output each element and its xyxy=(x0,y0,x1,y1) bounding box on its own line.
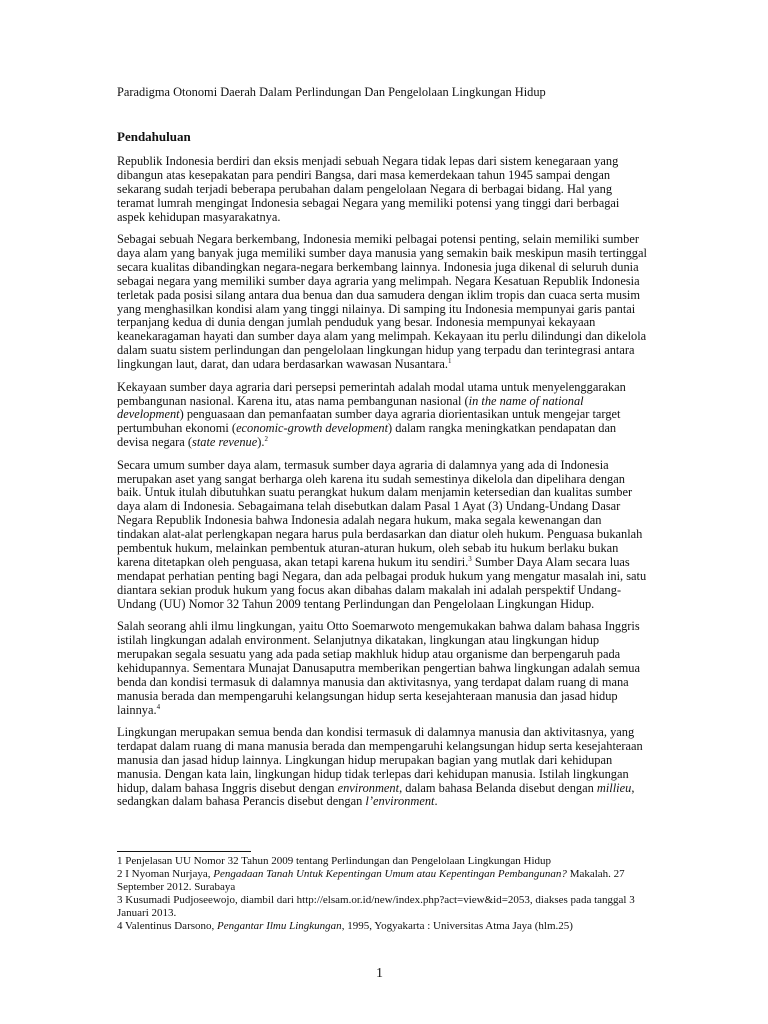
footnote-ref: 4 xyxy=(156,702,161,711)
text-run: , dalam bahasa Belanda disebut dengan xyxy=(399,780,597,795)
text-run: ) penguasaan dan pemanfaatan sumber daya agraria diorientasikan untuk mengejar target pertumbuhan ekonomi ( xyxy=(117,407,621,436)
footnote xyxy=(117,894,647,920)
paragraph xyxy=(117,381,647,451)
footnote-separator xyxy=(117,851,251,852)
text-run: Makalah. 27 September 2012. Surabaya xyxy=(117,868,625,893)
page-number: 1 xyxy=(376,966,383,981)
footnote-ref: 2 xyxy=(264,435,268,444)
footnote xyxy=(117,855,647,868)
text-run: Sebagai sebuah Negara berkembang, Indonesia memiki pelbagai potensi penting, selain memiliki sumber daya alam yang banyak juga memiliki sumber daya manusia yang semakin baik meskipun masih tertinggal secara kualitas dibandingkan negara-negara berkembang lainnya. Indonesia juga dikenal di seluruh dunia sebagai negara yang memiliki sumber daya agraria yang melimpah. Negara Kesatuan Republik Indonesia terletak pada posisi silang antara dua benua dan dua samudera dengan iklim tropis dan cuaca serta musim yang menghasilkan kondisi alam yang tinggi nilainya. Di samping itu Indonesia mempunyai garis pantai terpanjang kedua di dunia dengan jumlah penduduk yang besar. Indonesia mempunyai kekayaan keanekaragaman hayati dan sumber daya alam yang melimpah. Kekayaan itu perlu dilindungi dan dikelola dalam suatu sistem perlindungan dan pengelolaan lingkungan hidup yang terpadu dan terintegrasi antara lingkungan laut, darat, dan udara berdasarkan wawasan Nusantara. xyxy=(117,232,647,372)
footnotes xyxy=(117,855,647,933)
paragraph xyxy=(117,459,647,612)
italic-text: state revenue xyxy=(192,435,258,450)
text-run: 2 I Nyoman Nurjaya, xyxy=(117,868,214,880)
text-run: Salah seorang ahli ilmu lingkungan, yaitu Otto Soemarwoto mengemukakan bahwa dalam bahasa Inggris istilah lingkungan adalah environment. Selanjutnya dikatakan, lingkungan atau lingkungan hidup merupakan segala sesuatu yang ada pada setiap makhluk hidup atau organisme dan berpengaruh pada kehidupannya. Sementara Munajat Danusaputra memberikan pengertian bahwa lingkungan adalah semua benda dan kondisi termasuk di dalamnya manusia dan aktivitasnya, yang terdapat dalam ruang di mana manusia berada dan mempengaruhi kelangsungan hidup serta kesejahteraan manusia dan jasad hidup lainnya. xyxy=(117,619,640,717)
paragraph xyxy=(117,233,647,372)
text-run: Lingkungan merupakan semua benda dan kondisi termasuk di dalamnya manusia dan aktivitasnya, yang terdapat dalam ruang di mana manusia berada dan mempengaruhi kelangsungan hidup serta kesejahteraan manusia dan jasad hidup lainnya. Lingkungan hidup merupakan bagian yang mutlak dari kehidupan manusia. Dengan kata lain, lingkungan hidup tidak terlepas dari kehidupan manusia. Istilah lingkungan hidup, dalam bahasa Inggris disebut dengan xyxy=(117,724,643,795)
italic-text: Pengadaan Tanah Untuk Kepentingan Umum atau Kepentingan Pembangunan? xyxy=(213,868,567,880)
paragraph xyxy=(117,620,647,717)
footnote-ref: 3 xyxy=(468,554,472,563)
text-run: Republik Indonesia berdiri dan eksis menjadi sebuah Negara tidak lepas dari sistem kenegaraan yang dibangun atas kesepakatan para pendiri Bangsa, dari masa kemerdekaan tahun 1945 sampai dengan sekarang sudah terjadi beberapa perubahan dalam pengelolaan Negara di berbagai bidang. Hal yang teramat lumrah mengingat Indonesia sebagai Negara yang memiliki potensi yang tinggi dari berbagai aspek kehidupan masyarakatnya. xyxy=(117,154,620,224)
document-title: Paradigma Otonomi Daerah Dalam Perlindungan Dan Pengelolaan Lingkungan Hidup xyxy=(117,85,546,99)
text-run: 3 Kusumadi Pudjoseewojo, diambil dari http://elsam.or.id/new/index.php?act=view&id=2053, diakses pada tanggal 3 Januari 2013. xyxy=(117,894,635,919)
italic-text: environment xyxy=(337,780,400,795)
text-run: ) dalam rangka meningkatkan pendapatan dan devisa negara ( xyxy=(117,421,617,450)
italic-text: millieu xyxy=(596,780,632,795)
text-run: ). xyxy=(257,435,265,450)
footnote xyxy=(117,868,647,894)
text-run: . xyxy=(434,794,438,809)
text-run: 4 Valentinus Darsono, xyxy=(117,920,218,932)
text-run: 1 Penjelasan UU Nomor 32 Tahun 2009 tentang Perlindungan dan Pengelolaan Lingkungan Hidup xyxy=(117,855,552,867)
text-run: Sumber Daya Alam secara luas mendapat perhatian penting bagi Negara, dan ada pelbagai produk hukum yang mengatur masalah ini, satu diantara sekian produk hukum yang focus akan dibahas dalam makalah ini adalah perspektif Undang-Undang (UU) Nomor 32 Tahun 2009 tentang Perlindungan dan Pengelolaan Lingkungan Hidup. xyxy=(117,554,647,611)
footnote-ref: 1 xyxy=(447,357,452,366)
paragraph xyxy=(117,726,647,809)
italic-text: in the name of national development xyxy=(117,393,584,422)
italic-text: l’environment xyxy=(365,794,435,809)
document-body xyxy=(117,84,647,818)
paragraph xyxy=(117,155,647,225)
text-run: Secara umum sumber daya alam, termasuk sumber daya agraria di dalamnya yang ada di Indonesia merupakan aset yang sangat berharga oleh karena itu sudah semestinya dikelola dan dipelihara dengan baik. Untuk itulah dibutuhkan suatu perangkat hukum dalam menjamin ketersedian dan kualitas sumber daya alam di Indonesia. Sebagaimana telah disebutkan dalam Pasal 1 Ayat (3) Undang-Undang Dasar Negara Republik Indonesia bahwa Indonesia adalah negara hukum, maka segala kewenangan dan tindakan alat-alat perlengkapan negara harus pula berdasarkan dan diatur oleh hukum. Penguasa bukanlah pembentuk hukum, melainkan pembentuk aturan-aturan hukum, oleh sebab itu hukum berlaku bukan karena ditetapkan oleh penguasa, akan tetapi karena hukum itu sendiri. xyxy=(117,457,643,569)
italic-text: Pengantar Ilmu Lingkungan xyxy=(217,920,342,932)
text-run: , sedangkan dalam bahasa Perancis disebut dengan xyxy=(117,780,635,809)
text-run: Kekayaan sumber daya agraria dari persepsi pemerintah adalah modal utama untuk menyelenggarakan pembangunan nasional. Karena itu, atas nama pembangunan nasional ( xyxy=(117,379,626,408)
footnote xyxy=(117,920,647,933)
text-run: , 1995, Yogyakarta : Universitas Atma Jaya (hlm.25) xyxy=(341,920,573,932)
section-heading: Pendahuluan xyxy=(117,129,191,144)
italic-text: economic-growth development xyxy=(236,421,389,436)
